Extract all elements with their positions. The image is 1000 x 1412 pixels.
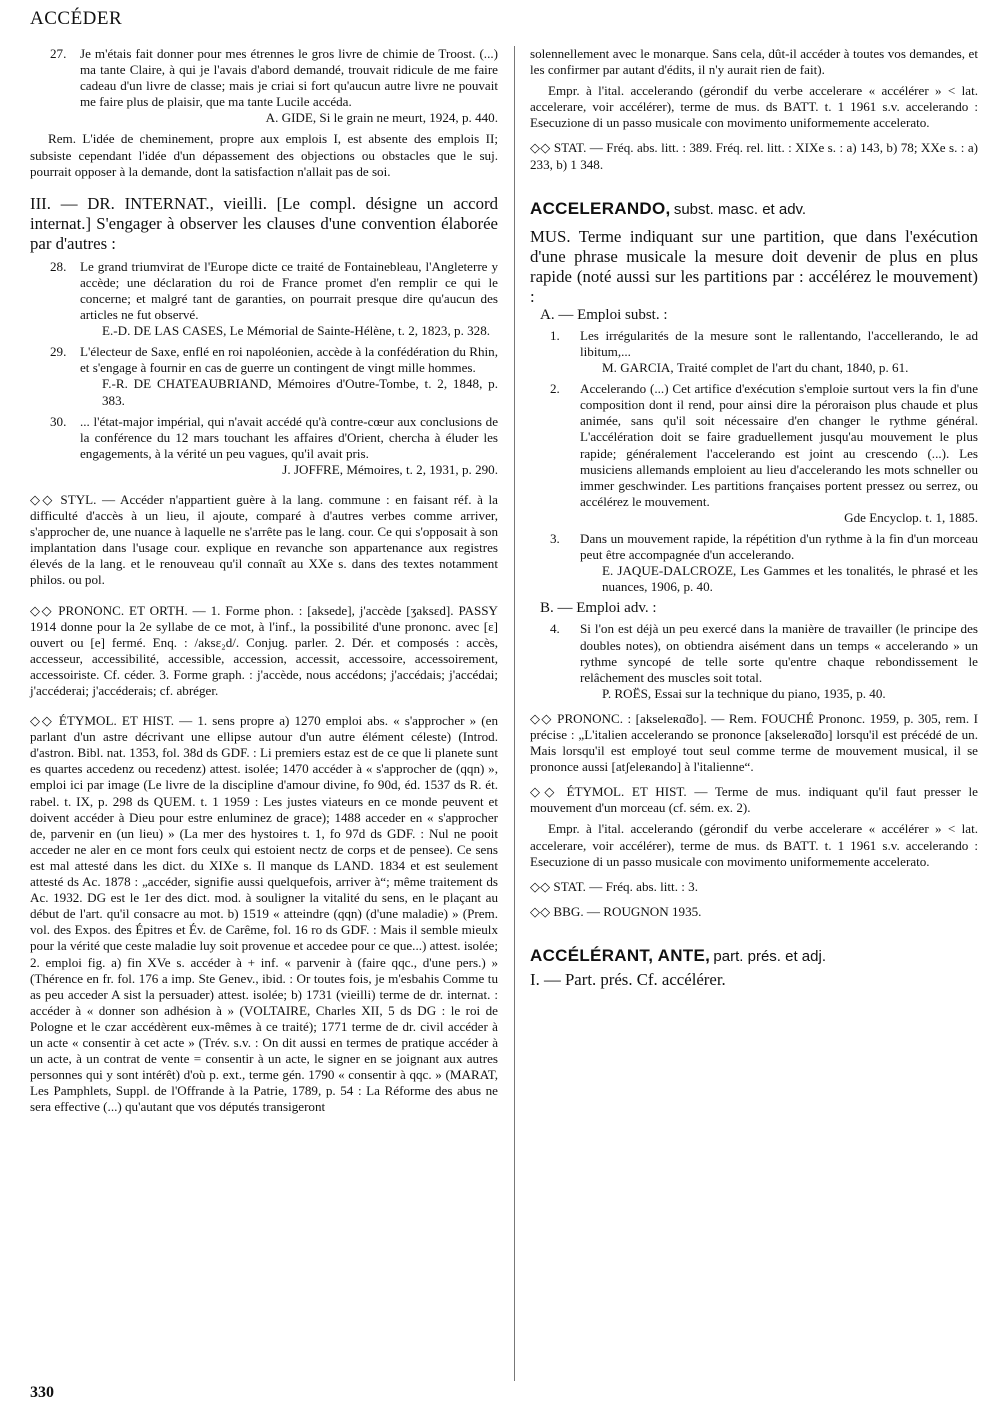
headword-grammar: subst. masc. et adv. — [673, 200, 807, 218]
quotation-text: Si l'on est déjà un peu exercé dans la manière de travailler (le principe des doubles notes), on obtiendra aisément dans un temps « accelerando » un rythme syncopé de telle sorte qu'entre chaque rebondissement le relâchement des muscles soit total. — [580, 621, 978, 685]
next-headword-grammar: part. prés. et adj. — [713, 947, 826, 965]
right-column — [530, 46, 978, 990]
quotation-text: ... l'état-major impérial, qui n'avait accédé qu'à contre-cœur aux conclusions de la conférence du 12 mars touchant les affaires d'Orient, chercha à éluder les engagements, à la vérité un peu vagues, qu'il avait pris. — [80, 413, 498, 461]
quotation-number: 2. — [550, 381, 560, 397]
quotation-text: Je m'étais fait donner pour mes étrennes le gros livre de chimie de Troost. (...) ma tante Claire, à qui je l'avais d'abord demandé, trouvait ridicule de me faire cadeau d'un livre de classe; mais je criai si fort qu'aucun autre livre ne pouvait me faire plus de plaisir, que ma tante Lucile accéda. — [80, 46, 498, 110]
section-iii-heading: III. — DR. INTERNAT., vieilli. [Le compl. désigne un accord internat.] S'engager à observer les clauses d'une convention élaborée par d'autres : — [30, 193, 498, 253]
stat-section: ◇◇ STAT. — Fréq. abs. litt. : 389. Fréq. rel. litt. : XIXe s. : a) 143, b) 78; XXe s. : a) 233, b) 1 348. — [530, 140, 978, 172]
prononc-orth-section: ◇◇ PRONONC. ET ORTH. — 1. Forme phon. : [aksede], j'accède [ʒaksɛd]. PASSY 1914 donne pour la 2e syllabe de ce mot, à l'inf., la possibilité d'une prononc. avec [ε] ouvert ou [e] fermé. Enq. : /aksɛ₂d/. Conjug. parler. 2. Dér. et composés : accès, accesseur, accessibilité, accessible, accession, accessit, accessoire, accessoirement, accessoiriste. Cf. céder. 3. Forme graph. : j'accède, nous accédons; j'accédais; j'accédai; j'accéderai; j'accéderais; cf. abréger. — [30, 602, 498, 698]
borrowing-note: Empr. à l'ital. accelerando (gérondif du verbe accelerare « accélérer » < lat. accelerare, voir accélérer), terme de mus. ds BATT. t. 1 1961 s.v. accelerando : Esecuzione di un passo musicale con movimento uniformemente accelerato. — [530, 83, 978, 131]
page-number: 330 — [30, 1384, 54, 1401]
etymol-continuation: solennellement avec le monarque. Sans cela, dût-il accéder à toutes vos demandes, et les confirmer par autant d'édits, il n'y aurait rien de fait). — [530, 46, 978, 78]
quotation-text: Le grand triumvirat de l'Europe dicte ce traité de Fontainebleau, l'Angleterre y accède; une déclaration du roi de France promet d'en remplir ce qui le concerne; et malgré tant de garanties, on pourrait presque dire qu'aucun des articles ne fut observé. — [80, 258, 498, 323]
quotation-4 — [550, 621, 978, 701]
stat-section: ◇◇ STAT. — Fréq. abs. litt. : 3. — [530, 878, 698, 894]
quotation-3 — [550, 530, 978, 595]
quotation-text: Dans un mouvement rapide, la répétition d'un rythme à la fin d'un morceau peut être accompagnée d'un accelerando. — [580, 530, 978, 563]
quotation-text: Les irrégularités de la mesure sont le rallentando, l'accellerando, le ad libitum,... — [580, 327, 978, 359]
quotation-source: F.-R. DE CHATEAUBRIAND, Mémoires d'Outre-Tombe, t. 2, 1848, p. 383. — [102, 376, 498, 408]
quotation-number: 29. — [50, 344, 67, 360]
quotation-text: Accelerando (...) Cet artifice d'exécution s'emploie surtout vers la fin d'une composition dont il rend, pour ainsi dire la péroraison plus chaude et plus animée, sans qu'il soit nécessaire d'en changer le rythme général. L'accélération doit se faire graduellement jusqu'au mouvement le plus rapide; généralement l'accelerando est joint au crescendo (...). Les musiciens allemands emploient au lieu d'accelerando les mots schneller ou immer geschwinder. Les partitions françaises portent pressez ou serrez, ou accélérez le mouvement. — [580, 381, 978, 509]
quotation-27 — [50, 46, 498, 126]
column-divider — [514, 46, 515, 1381]
styl-section: ◇◇ STYL. — Accéder n'appartient guère à la lang. commune : en faisant réf. à la difficulté d'accès à un lieu, il ajoute, comparé à d'autres verbes comme arriver, s'approcher de, une nuance à laquelle ne s'arrête pas le lang. cour. Ce qui s'opposait à son implantation dans l'usage cour. explique en revanche son appartenance aux registres élevés de la lang. et le renouveau qu'il connaît au XXe s. dans des textes notamment philos. ou pol. — [30, 491, 498, 588]
quotation-source: J. JOFFRE, Mémoires, t. 2, 1931, p. 290. — [282, 461, 498, 477]
quotation-30 — [50, 413, 498, 478]
remark: Rem. L'idée de cheminement, propre aux emplois I, est absente des emplois II; subsiste cependant l'idée d'un dépassement des objections ou obstacles que le suj. pourrait opposer à la demande, dont la satisfaction n'allait pas de soi. — [30, 131, 498, 179]
etymol-hist-section: ◇◇ ÉTYMOL. ET HIST. — 1. sens propre a) 1270 emploi abs. « s'approcher » (en parlant d'un astre décrivant une ellipse autour d'un autre élément céleste) (Introd. d'astron. Bibl. nat. 1353, fol. 38d ds GDF. : Li premiers estaz est de ce que li planete sunt es quartes accedenz ou recedenz) attest. isolée; 1470 accéder à « s'approcher de (qqn) », emploi ici par image (Le livre de la discipline d'amour divine, fo 90d, éd. 1537 ds R. ét. rabel. t. IX, p. 298 ds QUEM. t. 1 1959 : Les justes viateurs en ce monde peuvent et doivent accéder à Dieu pour estre enluminez de grace); 1488 acceder en « s'approcher de, parvenir en (un lieu) » (La mer des hystoires t. 1, fo 97d ds GDF. : Nul ne pooit acceder ne aler en ce mont fors ceulx qui estoient nectz de corps et de pensee). Ce sens est mal attesté dans les dict. du XIXe s. Il manque ds LAND. 1834 et est seulement attesté ds Ac. 1878 : „accéder, signifie aussi quelquefois, arriver à“; même traitement ds Ac. 1932. DG est le 1er des dict. mod. à souligner la vitalité du sens, en le plaçant au début de l'art. qu'il consacre au mot. b) 1519 « atteindre (qqn) (d'une maladie) » (Prem. vol. des Expos. des Épitres et Év. de Carême, fol. 16 ro ds GDF. : Mais il semble mieulx pour la vérité que ceste maladie luy soit provenue et accedee pour ce que...) attest. isolée; 2. emploi fig. a) fin XVe s. accéder à + inf. « parvenir à (faire qqc., d'une pers.) » (Thérence en fr. fol. 176 a imp. Ste Genev., ibid. : Or toutes fois, je m'esbahis Comme tu as peu acceder A sist la persuader) attest. isolée; b) 1731 (vieilli) terme de dr. internat. : accéder à « donner son adhésion à » (VOLTAIRE, Charles XII, 5 ds DG : le roi de Pologne et le czar accédèrent eux-mêmes à ce traité); 1771 terme de dr. civil accéder à un acte « consentir à cet acte » (Trév. s.v. : On dit aussi en termes de pratique accéder à un acte, à un contrat de vente = consentir à un acte, le signer en se joignant aux autres personnes qui y sont intérêt) d'où p. ext., terme gén. 1790 « consentir à qqc. » (MARAT, Les Pamphlets, Suppl. de l'Offrande à la Patrie, 1789, p. 54 : La Réforme des abus ne sera effective (...) qu'autant que vos députés transigeront — [30, 713, 498, 1115]
quotation-2 — [550, 381, 978, 526]
running-head: ACCÉDER — [30, 8, 123, 29]
entry-header — [530, 198, 978, 218]
quotation-29 — [50, 344, 498, 408]
quotation-number: 30. — [50, 413, 67, 429]
quotation-number: 1. — [550, 327, 560, 343]
definition: MUS. Terme indiquant sur une partition, que dans l'exécution d'une phrase musicale la mesure doit devenir de plus en plus rapide (noté aussi sur les partitions par : accélérez le mouvement) : — [530, 226, 978, 306]
headword: ACCELERANDO, — [530, 198, 671, 218]
left-column — [30, 46, 498, 1115]
section-b-heading: B. — Emploi adv. : — [540, 600, 657, 617]
next-entry-sense: I. — Part. prés. Cf. accélérer. — [530, 970, 726, 990]
bibliography-section: ◇◇ BBG. — ROUGNON 1935. — [530, 903, 702, 919]
next-headword: ACCÉLÉRANT, ANTE, — [530, 945, 711, 965]
quotation-source: E.-D. DE LAS CASES, Le Mémorial de Sainte-Hélène, t. 2, 1823, p. 328. — [102, 323, 491, 339]
quotation-number: 27. — [50, 46, 67, 61]
quotation-source: A. GIDE, Si le grain ne meurt, 1924, p. 440. — [265, 110, 498, 126]
quotation-number: 4. — [550, 621, 560, 637]
next-entry-header — [530, 945, 978, 965]
quotation-source: M. GARCIA, Traité complet de l'art du chant, 1840, p. 61. — [602, 360, 909, 376]
quotation-text: L'électeur de Saxe, enflé en roi napoléonien, accède à la confédération du Rhin, et s'engage à fournir en cas de guerre un contingent de vingt mille hommes. — [80, 344, 498, 376]
quotation-number: 3. — [550, 530, 560, 546]
quotation-source: Gde Encyclop. t. 1, 1885. — [844, 509, 978, 525]
prononc-section: ◇◇ PRONONC. : [akseleʀɑ̃do]. — Rem. FOUCHÉ Prononc. 1959, p. 305, rem. I précise : „L'italien accelerando se prononce [akseleʀɑ̃do] lorsqu'il est précédé de un. Mais lorsqu'il est employé tout seul comme terme de mouvement musical, il se prononce aussi [atʃeleʀando] à l'italienne“. — [530, 710, 978, 775]
quotation-number: 28. — [50, 258, 67, 274]
borrowing-note: Empr. à l'ital. accelerando (gérondif du verbe accelerare « accélérer » < lat. accelerare, voir accélérer), terme de mus. ds BATT. t. 1 1961 s.v. accelerando : Esecuzione di un passo musicale con movimento uniformemente accelerato. — [530, 821, 978, 869]
section-a-heading: A. — Emploi subst. : — [540, 306, 668, 323]
quotation-source: P. ROËS, Essai sur la technique du piano, 1935, p. 40. — [602, 685, 886, 701]
quotation-28 — [50, 258, 498, 339]
quotation-1 — [550, 327, 978, 376]
etymol-hist-section: ◇◇ ÉTYMOL. ET HIST. — Terme de mus. indiquant qu'il faut presser le mouvement d'un morceau (cf. sém. ex. 2). — [530, 784, 978, 816]
quotation-source: E. JAQUE-DALCROZE, Les Gammes et les tonalités, le phrasé et les nuances, 1906, p. 40. — [602, 563, 978, 595]
